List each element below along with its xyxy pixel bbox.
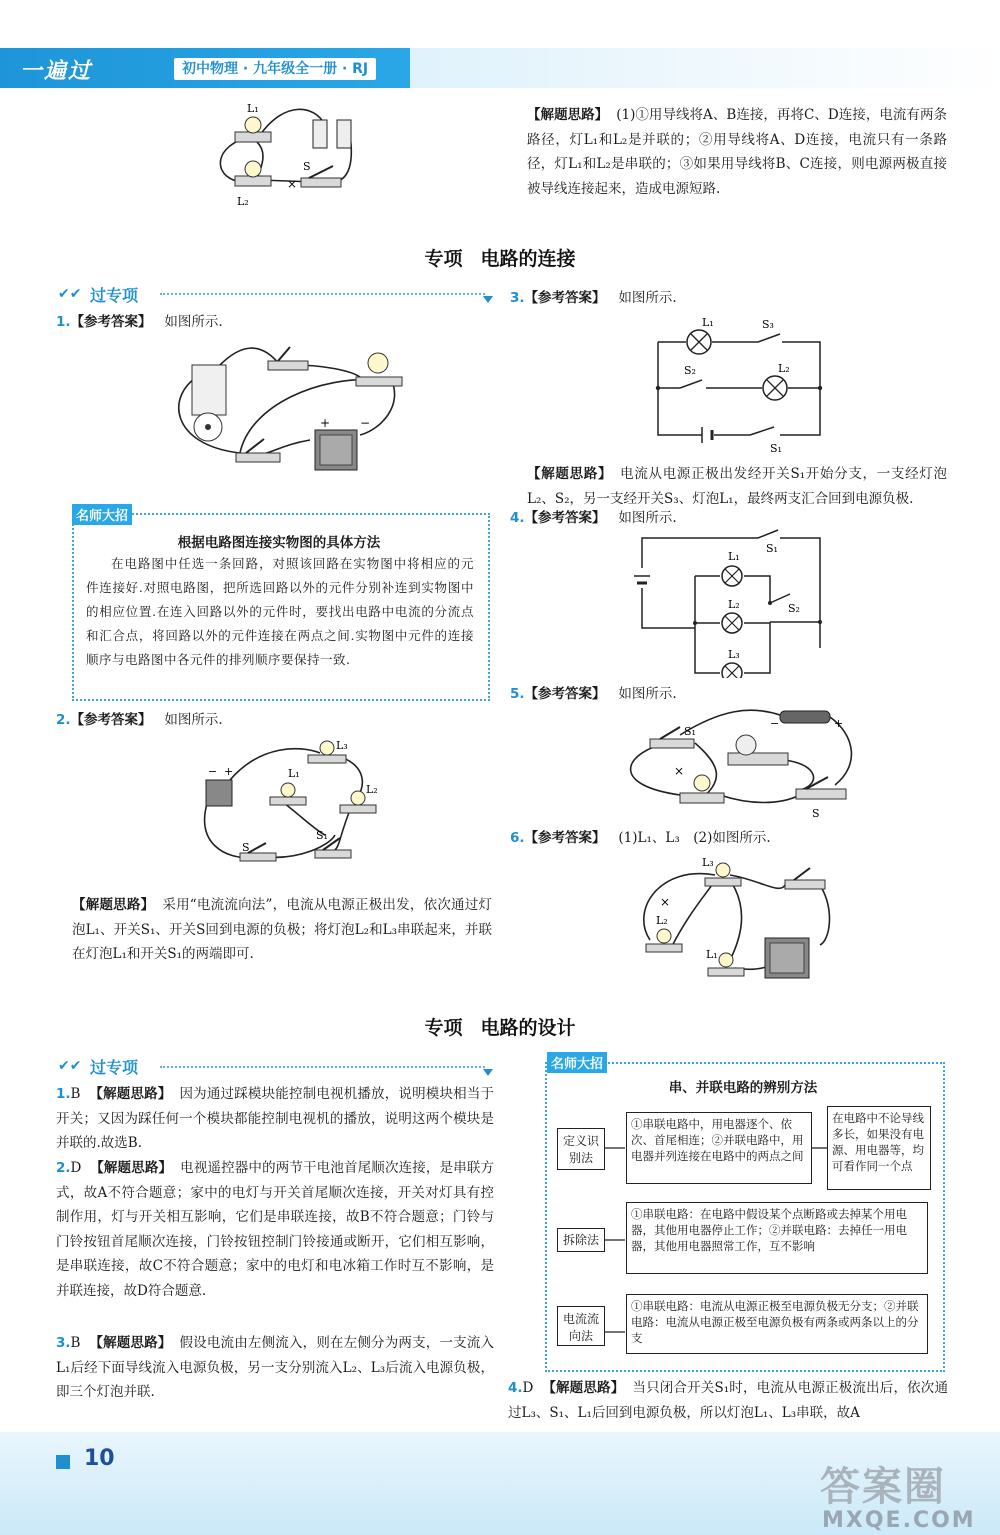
svg-text:L₂: L₂ <box>778 362 790 375</box>
page-number: 10 <box>84 1446 115 1471</box>
lamp-base <box>680 793 724 803</box>
svg-text:L₁: L₁ <box>702 316 714 329</box>
section1-guo-label: 过专项 <box>90 286 139 305</box>
s2-tip-title: 串、并联电路的辨别方法 <box>668 1080 818 1096</box>
svg-text:L₂: L₂ <box>656 914 668 927</box>
svg-text:−: − <box>770 717 780 730</box>
section1-arrow-marker <box>483 296 493 303</box>
section1-title: 专项 电路的连接 <box>424 248 576 270</box>
svg-text:S₁: S₁ <box>770 442 782 455</box>
s1-q4: 4.【参考答案】 如图所示. <box>510 510 677 526</box>
section2-title: 专项 电路的设计 <box>424 1017 576 1039</box>
method-removal-detail: ①串联电路：在电路中假设某个点断路或去掉某个用电器，其他用电器停止工作；②并联电路：去掉任一用电器，其他用电器照常工作，互不影响 <box>626 1202 928 1274</box>
battery-cell-2 <box>337 120 351 148</box>
s1-q1-circuit <box>160 335 420 485</box>
s1-q6-circuit <box>630 850 840 990</box>
s1-q2-circuit <box>190 735 390 870</box>
s1-q5-circuit <box>620 705 860 825</box>
svg-text:+: + <box>320 416 331 430</box>
watermark-logo: 答案圈 <box>820 1464 946 1510</box>
method-definition-detail: ①串联电路中，用电器逐个、依次、首尾相连；②并联电路中，用电器并列连接在电路中的两点之间 <box>626 1112 812 1184</box>
s1-q3-analysis: 【解题思路】 电流从电源正极出发经开关S₁开始分支，一支经灯泡L₂、S₂，另一支经开关S₃、灯泡L₁，最终两支汇合回到电源负极. <box>527 466 948 507</box>
lamp-l1-base <box>270 797 306 805</box>
lamp-l2-symbol <box>722 613 742 633</box>
switch-s-icon <box>796 789 846 799</box>
check-icon-2: ✔✔ <box>58 1058 82 1074</box>
s1-q1: 1.【参考答案】 如图所示. <box>56 314 223 330</box>
lamp-l2-icon <box>245 161 261 177</box>
watermark-text: MXQE.COM <box>822 1508 976 1533</box>
svg-text:S₂: S₂ <box>788 602 800 615</box>
electric-bell-frame <box>192 365 226 415</box>
s1-q2: 2.【参考答案】 如图所示. <box>56 712 223 728</box>
section2-dotted-line <box>160 1066 485 1068</box>
page-marker <box>56 1455 70 1469</box>
method-definition-box: 定义识别法 <box>557 1128 605 1170</box>
svg-text:L₂: L₂ <box>366 783 378 796</box>
method-removal-box: 拆除法 <box>557 1228 605 1252</box>
top-analysis: 【解题思路】 (1)①用导线将A、B连接，再将C、D连接，电流有两条路径，灯L₁和L₂是并联的；②用导线将A、D连接，电流只有一条路径，灯L₁和L₂是串联的；③如果用导线将B、C连接，则电源两极直接被导线连接起来，造成电源短路. <box>527 107 948 197</box>
lamp-l1-symbol <box>687 330 711 354</box>
svg-text:S₁: S₁ <box>766 542 778 555</box>
svg-text:×: × <box>287 177 298 191</box>
svg-text:L₁: L₁ <box>728 550 740 563</box>
switch-s-icon <box>301 178 341 187</box>
switch-s1-icon <box>650 739 694 748</box>
motor-icon <box>736 735 756 755</box>
label-l2: L₂ <box>237 195 249 208</box>
section2-arrow-marker <box>483 1069 493 1076</box>
svg-text:S₁: S₁ <box>316 829 328 842</box>
svg-text:L₁: L₁ <box>706 948 718 961</box>
lamp-l1-icon <box>281 783 295 797</box>
svg-text:−: − <box>208 765 218 778</box>
svg-text:+: + <box>224 765 234 778</box>
lamp-l2-base <box>340 805 376 813</box>
svg-text:L₃: L₃ <box>728 648 740 661</box>
svg-text:L₂: L₂ <box>728 598 740 611</box>
lamp-l2-base <box>646 944 682 952</box>
switch-icon <box>785 880 825 889</box>
motor-base <box>728 753 788 765</box>
header-fade <box>410 48 1000 88</box>
brand-logo: 一遍过 <box>20 59 93 84</box>
s1-q5: 5.【参考答案】 如图所示. <box>510 686 677 702</box>
s2-item-3: 3.B 【解题思路】 假设电流由左侧流入，则在左侧分为两支，一支流入L₁后经下面导线流入电源负极，另一支分别流入L₂、L₃后流入电源负极，即三个灯泡并联. <box>56 1335 494 1400</box>
battery-cell-1 <box>313 120 327 148</box>
lamp-l1-symbol <box>722 566 742 586</box>
svg-text:L₁: L₁ <box>288 767 300 780</box>
lamp-l2-symbol <box>763 376 787 400</box>
lamp-icon <box>368 353 388 373</box>
header-subject: 初中物理 · 九年级全一册 · RJ <box>174 58 376 80</box>
lamp-l3-icon <box>716 863 730 877</box>
switch-s-icon <box>240 853 276 861</box>
method-current-detail: ①串联电路：电流从电源正极至电源负极无分支；②并联电路：电流从电源正极至电源负极有两条或两条以上的分支 <box>626 1294 928 1354</box>
lamp-icon <box>694 775 710 791</box>
svg-text:×: × <box>674 764 685 778</box>
svg-text:S: S <box>812 807 820 820</box>
s2-tip-label: 名师大招 <box>547 1052 607 1073</box>
lamp-l3-symbol <box>722 663 742 678</box>
svg-text:S₂: S₂ <box>684 364 696 377</box>
s2-item-1: 1.B 【解题思路】 因为通过踩模块能控制电视机播放，说明模块相当于开关；又因为踩任何一个模块都能控制电视机的播放，说明这两个模块是并联的.故选B. <box>56 1086 494 1151</box>
svg-text:L₃: L₃ <box>702 856 714 869</box>
svg-text:+: + <box>834 717 844 730</box>
lamp-base <box>356 377 402 386</box>
lamp-l3-base <box>308 755 346 763</box>
svg-text:S₁: S₁ <box>684 725 696 738</box>
s1-q4-schematic <box>630 528 830 678</box>
battery-icon <box>206 780 232 806</box>
section1-dotted-line <box>160 293 485 295</box>
lamp-l2-icon <box>657 929 671 943</box>
battery-icon <box>780 711 830 723</box>
switch-s1-icon <box>315 850 351 858</box>
check-icon: ✔✔ <box>58 286 82 302</box>
method-current-box: 电流流向法 <box>557 1306 605 1346</box>
s1-tip-body: 在电路图中任选一条回路，对照该回路在实物图中将相应的元件连接好.对照电路图，把所选回路以外的元件分别补连到实物图中的相应位置.在连入回路以外的元件时，要找出电路中电流的分流点和汇合点，将回路以外的元件连接在两点之间.实物图中元件的连接顺序与电路图中各元件的排列顺序要保持一致. <box>86 556 474 667</box>
label-l1: L₁ <box>247 102 259 115</box>
lamp-l1-icon <box>719 953 733 967</box>
switch2-icon <box>236 453 280 462</box>
s1-tip-title: 根据电路图连接实物图的具体方法 <box>177 535 381 551</box>
svg-text:S: S <box>242 841 250 854</box>
s1-q3-schematic <box>640 310 840 460</box>
lamp-l2-icon <box>351 791 365 805</box>
svg-text:L₃: L₃ <box>336 739 348 752</box>
section2-guo-label: 过专项 <box>90 1058 139 1077</box>
svg-text:S₃: S₃ <box>762 318 774 331</box>
method-definition-note: 在电路中不论导线多长，如果没有电源、用电器等，均可看作同一个点 <box>827 1106 931 1190</box>
svg-text:−: − <box>360 416 371 430</box>
s1-tip-label: 名师大招 <box>72 504 132 525</box>
svg-text:×: × <box>660 895 671 909</box>
lamp-l3-base <box>705 878 741 886</box>
s1-q2-analysis: 【解题思路】 采用“电流流向法”，电流从电源正极出发，依次通过灯泡L₁、开关S₁、开关S回到电源的负极；将灯泡L₂和L₃串联起来，并联在灯泡L₁和开关S₁的两端即可. <box>72 897 492 962</box>
label-s: S <box>303 160 311 173</box>
s1-q3: 3.【参考答案】 如图所示. <box>510 290 677 306</box>
s2-item-2: 2.D 【解题思路】 电视遥控器中的两节干电池首尾顺次连接，是串联方式，故A不符合题意；家中的电灯与开关首尾顺次连接，开关对灯具有控制作用，灯与开关相互影响，它们是串联连接，故B不符合题意；门铃与门铃按钮首尾顺次连接，门铃按钮控制门铃接通或断开，它们相互影响，是串联连接，故C不符合题意；家中的电灯和电冰箱工作时互不影响，是并联连接，故D符合题意. <box>56 1160 495 1299</box>
s1-q6: 6.【参考答案】 (1)L₁、L₃ (2)如图所示. <box>510 830 771 846</box>
s2-item-4: 4.D 【解题思路】 当只闭合开关S₁时，电流从电源正极流出后，依次通过L₃、S₁、L₁后回到电源负极，所以灯泡L₁、L₃串联，故A <box>508 1380 948 1421</box>
lamp-l3-icon <box>320 741 334 755</box>
top-circuit-diagram <box>205 100 375 215</box>
lamp-l1-base <box>708 968 744 976</box>
switch-icon <box>268 361 308 370</box>
lamp-l1-icon <box>245 117 261 133</box>
